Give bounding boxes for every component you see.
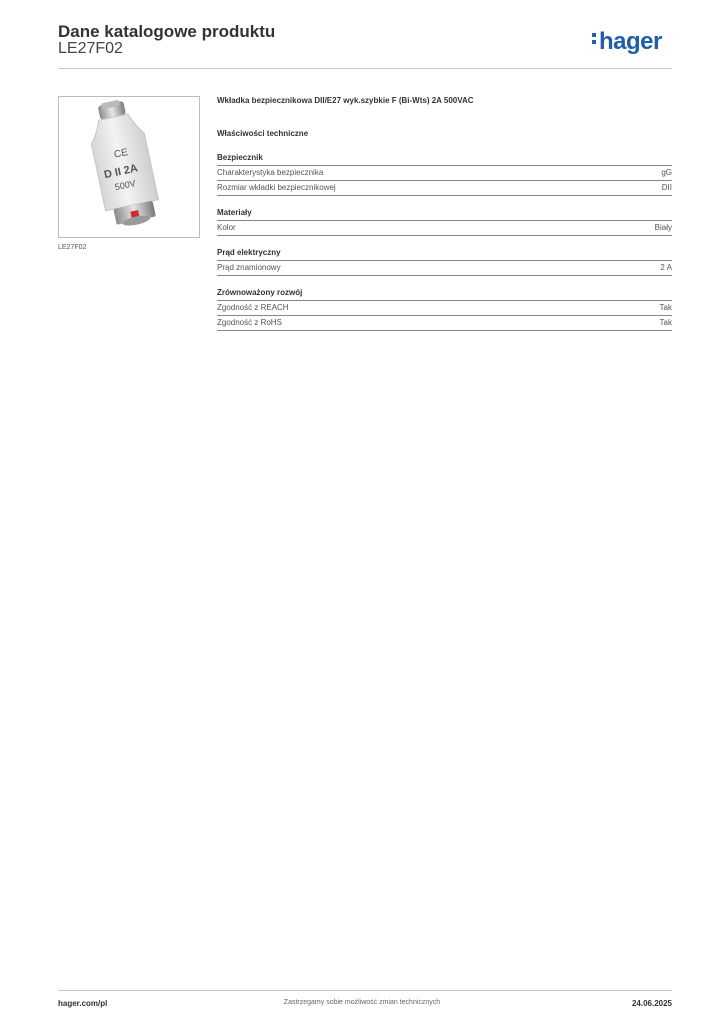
marking-voltage: 500V xyxy=(113,178,137,193)
marking-rating: D II 2A xyxy=(102,162,139,182)
spec-row xyxy=(217,221,672,236)
spec-value: DII xyxy=(661,183,672,192)
page-title: Dane katalogowe produktu xyxy=(58,22,276,41)
fuse-illustration xyxy=(59,97,199,237)
spec-value: Tak xyxy=(659,303,672,312)
footer-disclaimer: Zastrzegamy sobie możliwość zmian technicznych xyxy=(283,999,441,1006)
spec-group-fuse xyxy=(217,153,672,196)
spec-group-title: Materiały xyxy=(217,208,672,221)
header-divider xyxy=(58,68,672,69)
product-description: Wkładka bezpiecznikowa DII/E27 wyk.szybkie F (Bi-Wts) 2A 500VAC xyxy=(217,96,474,105)
spec-label: Charakterystyka bezpiecznika xyxy=(217,168,324,177)
spec-label: Zgodność z REACH xyxy=(217,303,289,312)
product-code: LE27F02 xyxy=(58,40,123,57)
spec-label: Zgodność z RoHS xyxy=(217,318,282,327)
footer-divider xyxy=(58,990,672,991)
spec-row xyxy=(217,316,672,331)
spec-group-title: Bezpiecznik xyxy=(217,153,672,166)
section-heading: Właściwości techniczne xyxy=(217,129,309,138)
spec-row xyxy=(217,301,672,316)
logo-dots-icon xyxy=(592,30,597,47)
image-caption: LE27F02 xyxy=(58,244,87,251)
product-image xyxy=(58,96,200,238)
spec-row xyxy=(217,261,672,276)
spec-value: 2 A xyxy=(660,263,672,272)
spec-content xyxy=(217,96,672,331)
spec-group-sustainability xyxy=(217,288,672,331)
spec-group-current xyxy=(217,248,672,276)
spec-group-title: Prąd elektryczny xyxy=(217,248,672,261)
spec-row xyxy=(217,166,672,181)
spec-row xyxy=(217,181,672,196)
spec-group-materials xyxy=(217,208,672,236)
spec-group-title: Zrównoważony rozwój xyxy=(217,288,672,301)
spec-value: gG xyxy=(661,168,672,177)
spec-label: Rozmiar wkładki bezpiecznikowej xyxy=(217,183,336,192)
footer-website-link[interactable]: hager.com/pl xyxy=(58,999,108,1008)
footer-date: 24.06.2025 xyxy=(631,999,672,1008)
spec-label: Prąd znamionowy xyxy=(217,263,281,272)
spec-value: Biały xyxy=(654,223,672,232)
logo-text: hager xyxy=(599,28,662,55)
marking-ce: CE xyxy=(113,147,129,161)
hager-logo xyxy=(592,28,662,56)
spec-label: Kolor xyxy=(217,223,236,232)
spec-value: Tak xyxy=(659,318,672,327)
